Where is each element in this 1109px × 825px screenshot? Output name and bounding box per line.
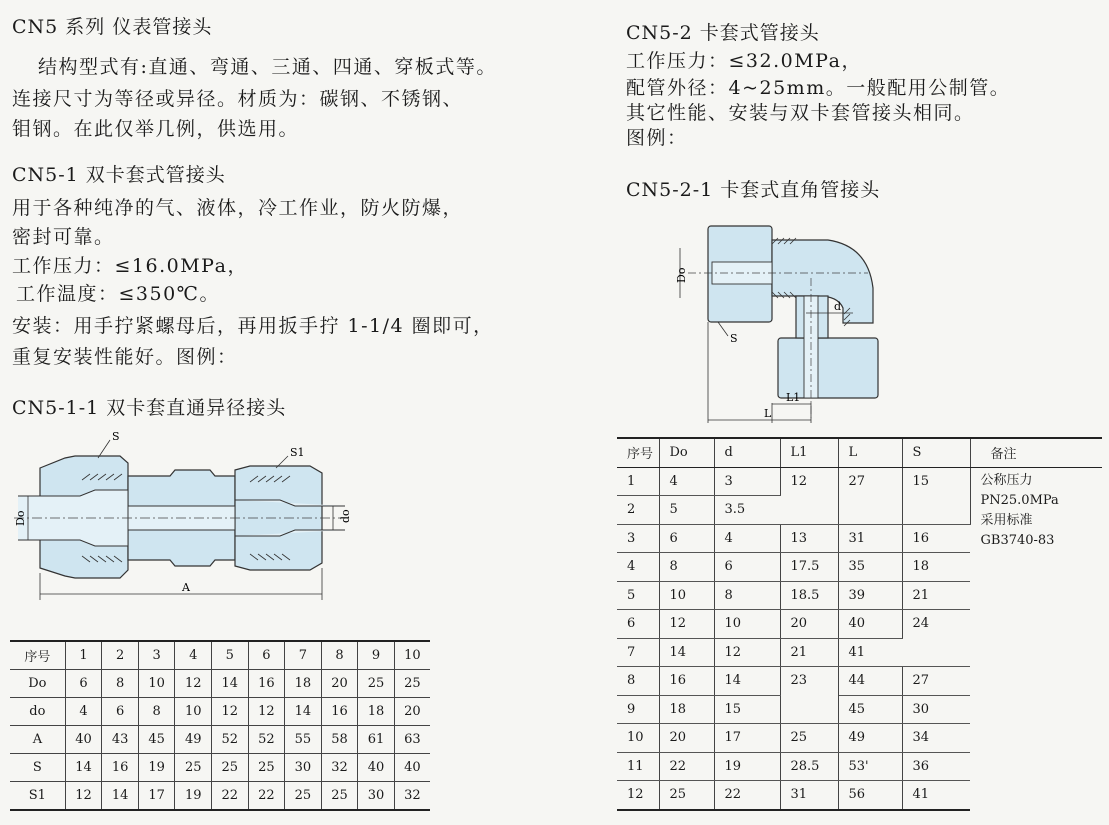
table-cell: 18 — [659, 695, 714, 724]
cn5-1-line-3: 工作压力：≤16.0MPa， — [12, 255, 248, 277]
table-cell: 12 — [175, 670, 212, 698]
cn5-1-line-1: 用于各种纯净的气、液体，冷工作业，防火防爆， — [12, 197, 464, 219]
table-cell: 35 — [838, 553, 902, 582]
table-cell: 1 — [65, 641, 102, 670]
table-cell: 61 — [358, 726, 395, 754]
table-cell: 18 — [358, 698, 395, 726]
table-cell: 10 — [714, 610, 780, 639]
table-cell: 2 — [617, 496, 659, 525]
table-cell: 9 — [617, 695, 659, 724]
table-cell: 8 — [714, 581, 780, 610]
table-cell: 5 — [212, 641, 249, 670]
table-cell: 18 — [902, 553, 970, 582]
table-cell: 52 — [212, 726, 249, 754]
table-cell: 14 — [714, 667, 780, 696]
figure-title-cn5-1-1: CN5-1-1 双卡套直通异径接头 — [12, 397, 287, 419]
figure-title-cn5-2-1: CN5-2-1 卡套式直角管接头 — [626, 179, 881, 201]
table-cell: do — [10, 698, 65, 726]
note-line: 公称压力 — [980, 472, 1033, 488]
table-header: 备注 — [970, 438, 1102, 467]
table-cell: 25 — [285, 782, 322, 811]
table-cell: 27 — [838, 467, 902, 524]
table-cell: 31 — [780, 781, 838, 810]
table-cell: 12 — [212, 698, 249, 726]
table-cell: 41 — [902, 781, 970, 810]
table-cell: 6 — [65, 670, 102, 698]
label-s: S — [730, 332, 738, 345]
table-cell: 15 — [902, 467, 970, 524]
table-note-cell — [970, 467, 1102, 810]
table-cell: 8 — [138, 698, 175, 726]
table-header: L1 — [780, 438, 838, 467]
table-cell: 16 — [321, 698, 358, 726]
table-header: S — [902, 438, 970, 467]
table-cell: 12 — [617, 781, 659, 810]
table-cell: 1 — [617, 467, 659, 496]
table-cell: 8 — [617, 667, 659, 696]
table-cell: 16 — [902, 524, 970, 553]
table-row — [10, 670, 430, 698]
table-cell: 25 — [248, 754, 285, 782]
table-cell: 21 — [902, 581, 970, 610]
table-cell: A — [10, 726, 65, 754]
intro-line-1: 结构型式有:直通、弯通、三通、四通、穿板式等。 — [38, 56, 497, 78]
dim-l1-label: L1 — [786, 391, 801, 404]
table-cell: 16 — [102, 754, 139, 782]
table-cell: 22 — [714, 781, 780, 810]
table-cell: 19 — [714, 752, 780, 781]
table-cell: S — [10, 754, 65, 782]
table-cell: 18 — [285, 670, 322, 698]
table-cell: 30 — [285, 754, 322, 782]
table-cell: 4 — [617, 553, 659, 582]
table-cell: 34 — [902, 724, 970, 753]
label-s1: S1 — [290, 446, 305, 459]
table-cell: 36 — [902, 752, 970, 781]
intro-line-3: 钼钢。在此仅举几例，供选用。 — [12, 118, 300, 140]
straight-union-drawing — [10, 428, 355, 603]
table-cell: 40 — [394, 754, 430, 782]
table-cell: 20 — [780, 610, 838, 639]
table-header: d — [714, 438, 780, 467]
cn5-2-line-4: 图例： — [626, 127, 688, 149]
cn5-1-line-5: 安装：用手拧紧螺母后，再用扳手拧 1-1/4 圈即可， — [12, 315, 494, 337]
table-cell: 39 — [838, 581, 902, 610]
table-cell: 21 — [780, 638, 838, 667]
table-cell: 63 — [394, 726, 430, 754]
table-cell: 40 — [358, 754, 395, 782]
note-line: PN25.0MPa — [980, 492, 1059, 508]
table-cell: 4 — [714, 524, 780, 553]
table-cell: 14 — [212, 670, 249, 698]
table-cell: 8 — [659, 553, 714, 582]
table-cell: S1 — [10, 782, 65, 811]
intro-line-2: 连接尺寸为等径或异径。材质为：碳钢、不锈钢、 — [12, 88, 464, 110]
table-header: L — [838, 438, 902, 467]
table-cell: 25 — [175, 754, 212, 782]
cn5-1-line-2: 密封可靠。 — [12, 226, 115, 248]
table-cell: 49 — [838, 724, 902, 753]
table-cell: 14 — [102, 782, 139, 811]
table-cell: 22 — [659, 752, 714, 781]
table-cell: 25 — [394, 670, 430, 698]
dim-do-small-label: do — [339, 509, 352, 523]
table-cell: 10 — [175, 698, 212, 726]
table-row — [10, 782, 430, 811]
dim-do-big-label: Do — [14, 510, 27, 526]
table-cell: 8 — [102, 670, 139, 698]
table-cell: 55 — [285, 726, 322, 754]
table-row — [10, 754, 430, 782]
table-header: 序号 — [617, 438, 659, 467]
table-cell: 3 — [714, 467, 780, 496]
table-row — [617, 467, 1102, 496]
table-cell: 10 — [138, 670, 175, 698]
table-cell: 44 — [838, 667, 902, 696]
table-cell: 20 — [394, 698, 430, 726]
table-cell: 16 — [248, 670, 285, 698]
table-cell: 9 — [358, 641, 395, 670]
dim-a-label: A — [182, 581, 190, 594]
table-cell: 6 — [102, 698, 139, 726]
table-cell: 14 — [659, 638, 714, 667]
table-header: Do — [659, 438, 714, 467]
table-cell: 10 — [617, 724, 659, 753]
table-cell: 3 — [138, 641, 175, 670]
table-cn5-1-1-dimensions — [10, 640, 430, 811]
table-cell: 27 — [902, 667, 970, 696]
table-cell: 12 — [780, 467, 838, 524]
dim-do-label: Do — [675, 267, 688, 283]
table-row — [10, 698, 430, 726]
table-cell: 24 — [902, 610, 970, 667]
table-cell: 12 — [659, 610, 714, 639]
table-cell: 30 — [358, 782, 395, 811]
table-cell: 17 — [714, 724, 780, 753]
table-cell: 53' — [838, 752, 902, 781]
section-title-cn5-2: CN5-2 卡套式管接头 — [626, 22, 820, 44]
cn5-1-line-4: 工作温度：≤350℃。 — [16, 283, 220, 305]
table-cell: 13 — [780, 524, 838, 553]
table-cell: 19 — [138, 754, 175, 782]
table-cell: 25 — [321, 782, 358, 811]
table-cell: 8 — [321, 641, 358, 670]
table-cell: 58 — [321, 726, 358, 754]
section-title-cn5-1: CN5-1 双卡套式管接头 — [12, 164, 226, 186]
table-cell: 6 — [659, 524, 714, 553]
cn5-2-line-3: 其它性能、安装与双卡套管接头相同。 — [626, 102, 975, 124]
dim-d-label: d — [834, 300, 842, 313]
note-line: 采用标准 — [980, 512, 1033, 528]
table-cell: 22 — [248, 782, 285, 811]
table-cell: 56 — [838, 781, 902, 810]
table-cell: 19 — [175, 782, 212, 811]
note-line: GB3740-83 — [980, 532, 1055, 548]
table-cell: 31 — [838, 524, 902, 553]
table-cell: 45 — [838, 695, 902, 724]
table-cell: 3 — [617, 524, 659, 553]
table-cell: 25 — [358, 670, 395, 698]
table-cell: 12 — [714, 638, 780, 667]
table-cell: 52 — [248, 726, 285, 754]
cn5-2-line-1: 工作压力：≤32.0MPa， — [626, 50, 862, 72]
table-cell: 49 — [175, 726, 212, 754]
table-cell: 40 — [838, 610, 902, 639]
table-cell: 4 — [659, 467, 714, 496]
table-cell: 18.5 — [780, 581, 838, 610]
table-cell: 40 — [65, 726, 102, 754]
table-cell: 17.5 — [780, 553, 838, 582]
table-cell: 25 — [780, 724, 838, 753]
table-cell: 7 — [617, 638, 659, 667]
table-cell: 14 — [285, 698, 322, 726]
table-cell: 28.5 — [780, 752, 838, 781]
table-cell: 15 — [714, 695, 780, 724]
table-cell: 20 — [659, 724, 714, 753]
cn5-1-line-6: 重复安装性能好。图例： — [12, 346, 238, 368]
table-cell: 22 — [212, 782, 249, 811]
section-title-cn5: CN5 系列 仪表管接头 — [12, 16, 213, 38]
table-cell: 23 — [780, 667, 838, 724]
table-cell: 20 — [321, 670, 358, 698]
table-row — [10, 726, 430, 754]
label-s: S — [112, 430, 120, 443]
table-cell: 32 — [394, 782, 430, 811]
table-cell: 41 — [838, 638, 902, 667]
table-cell: 7 — [285, 641, 322, 670]
table-cell: 5 — [659, 496, 714, 525]
table-cell: 25 — [212, 754, 249, 782]
table-cell: 序号 — [10, 641, 65, 670]
dim-l-label: L — [764, 407, 772, 420]
table-cell: 4 — [175, 641, 212, 670]
table-cell: 16 — [659, 667, 714, 696]
table-cell: 32 — [321, 754, 358, 782]
table-cell: 30 — [902, 695, 970, 724]
table-row — [10, 641, 430, 670]
cn5-2-line-2: 配管外径：4~25mm。一般配用公制管。 — [626, 77, 1011, 99]
table-cell: 2 — [102, 641, 139, 670]
table-cell: 6 — [248, 641, 285, 670]
table-header-row — [617, 438, 1102, 467]
table-cell: 6 — [714, 553, 780, 582]
table-cell: 4 — [65, 698, 102, 726]
table-cell: 6 — [617, 610, 659, 639]
elbow-fitting-drawing — [668, 218, 898, 428]
table-cell: 25 — [659, 781, 714, 810]
table-cn5-2-1-dimensions — [617, 437, 1102, 811]
table-cell: Do — [10, 670, 65, 698]
table-cell: 10 — [659, 581, 714, 610]
table-cell: 43 — [102, 726, 139, 754]
table-cell: 10 — [394, 641, 430, 670]
table-cell: 17 — [138, 782, 175, 811]
table-cell: 45 — [138, 726, 175, 754]
table-cell: 12 — [65, 782, 102, 811]
table-cell: 3.5 — [714, 496, 780, 525]
table-cell: 14 — [65, 754, 102, 782]
table-cell: 5 — [617, 581, 659, 610]
table-cell: 11 — [617, 752, 659, 781]
table-cell: 12 — [248, 698, 285, 726]
